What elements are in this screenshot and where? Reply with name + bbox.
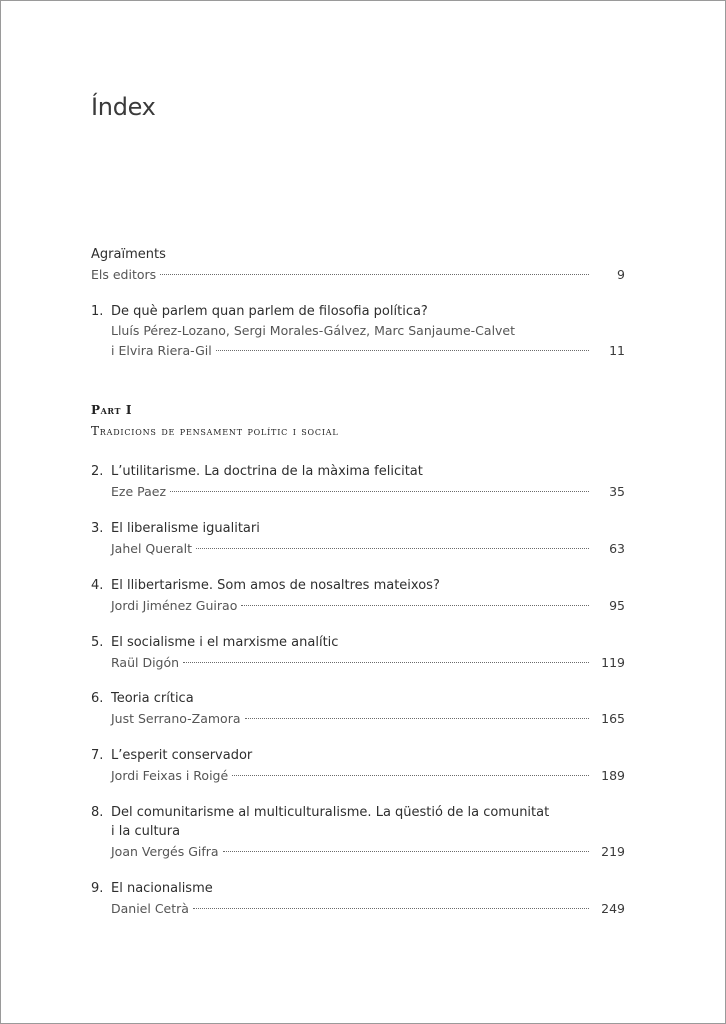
entry-page-number: 95	[609, 598, 625, 613]
leader-dots	[232, 775, 589, 776]
entry-author: Els editors	[91, 267, 157, 282]
entry-author-row	[91, 340, 625, 362]
toc-entry-chapter-4[interactable]	[91, 576, 625, 617]
toc-entry-chapter-2[interactable]	[91, 462, 625, 503]
leader-dots	[183, 662, 589, 663]
entry-author: Jordi Jiménez Guirao	[111, 598, 238, 613]
leader-dots	[196, 548, 589, 549]
entry-author-row	[91, 481, 625, 503]
toc-entry-acknowledgements[interactable]	[91, 245, 625, 286]
entry-title: El liberalisme igualitari	[111, 521, 260, 536]
part-subtitle: Tradicions de pensament polític i social	[91, 424, 339, 438]
entry-page-number: 249	[601, 901, 625, 916]
toc-entry-chapter-1[interactable]	[91, 302, 625, 362]
entry-number: 3.	[91, 521, 104, 536]
entry-page-number: 63	[609, 541, 625, 556]
leader-dots	[193, 908, 589, 909]
entry-title: El llibertarisme. Som amos de nosaltres mateixos?	[111, 578, 440, 593]
entry-number: 6.	[91, 691, 104, 706]
entry-number: 5.	[91, 635, 104, 650]
entry-title-continued: i la cultura	[111, 824, 181, 839]
toc-entry-chapter-5[interactable]	[91, 633, 625, 674]
entry-author: Jahel Queralt	[111, 541, 193, 556]
toc-entry-chapter-3[interactable]	[91, 519, 625, 560]
entry-number: 7.	[91, 748, 104, 763]
entry-title: Teoria crítica	[111, 691, 194, 706]
entry-page-number: 189	[601, 768, 625, 783]
entry-author-row	[91, 898, 625, 920]
entry-page-number: 9	[617, 267, 625, 282]
entry-title: Del comunitarisme al multiculturalisme. La qüestió de la comunitat	[111, 805, 550, 820]
part-label: Part I	[91, 403, 133, 417]
entry-author: Eze Paez	[111, 484, 167, 499]
entry-author: Daniel Cetrà	[111, 901, 189, 916]
toc-entry-chapter-9[interactable]	[91, 879, 625, 920]
entry-page-number: 119	[601, 655, 625, 670]
entry-author: Just Serrano-Zamora	[111, 711, 241, 726]
leader-dots	[216, 350, 589, 351]
entry-authors-line: Lluís Pérez-Lozano, Sergi Morales-Gálvez, Marc Sanjaume-Calvet	[111, 323, 516, 338]
entry-number: 2.	[91, 464, 104, 479]
entry-title: L’utilitarisme. La doctrina de la màxima felicitat	[111, 464, 423, 479]
toc-entry-chapter-8[interactable]	[91, 803, 625, 863]
entry-author: Jordi Feixas i Roigé	[111, 768, 229, 783]
leader-dots	[241, 605, 589, 606]
toc-entry-chapter-7[interactable]	[91, 746, 625, 787]
entry-title: El socialisme i el marxisme analític	[111, 635, 339, 650]
entry-author-row	[91, 841, 625, 863]
entry-author-row	[91, 595, 625, 617]
entry-author-row	[91, 708, 625, 730]
entry-title: El nacionalisme	[111, 881, 213, 896]
entry-page-number: 11	[609, 343, 625, 358]
entry-author: Joan Vergés Gifra	[111, 844, 219, 859]
entry-page-number: 35	[609, 484, 625, 499]
entry-number: 8.	[91, 805, 104, 820]
toc-entry-chapter-6[interactable]	[91, 689, 625, 730]
entry-author-row	[91, 765, 625, 787]
leader-dots	[223, 851, 589, 852]
entry-author-row	[91, 652, 625, 674]
entry-author-row	[91, 264, 625, 286]
leader-dots	[245, 718, 590, 719]
entry-title: L’esperit conservador	[111, 748, 253, 763]
entry-author-row	[91, 538, 625, 560]
entry-author: Raül Digón	[111, 655, 180, 670]
page-title: Índex	[91, 93, 156, 121]
entry-page-number: 165	[601, 711, 625, 726]
entry-number: 1.	[91, 304, 104, 319]
entry-title: De què parlem quan parlem de filosofia política?	[111, 304, 428, 319]
entry-number: 4.	[91, 578, 104, 593]
entry-number: 9.	[91, 881, 104, 896]
leader-dots	[170, 491, 589, 492]
entry-page-number: 219	[601, 844, 625, 859]
leader-dots	[160, 274, 589, 275]
entry-title-row	[91, 302, 625, 321]
entry-author: i Elvira Riera-Gil	[111, 343, 212, 358]
entry-heading: Agraïments	[91, 247, 166, 262]
